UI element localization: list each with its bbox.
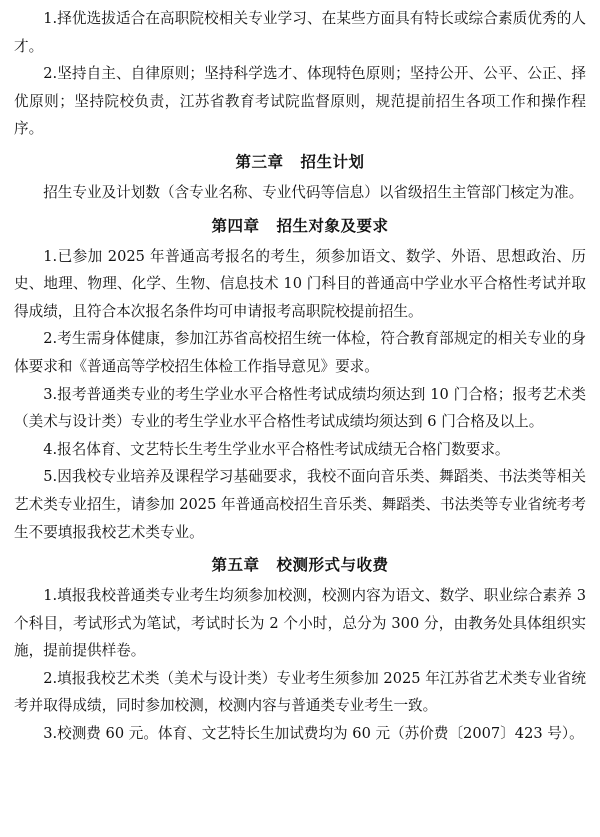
chapter-4-number: 第四章 [211,216,260,235]
chapter-5-number: 第五章 [211,556,260,575]
chapter-4-heading [14,212,586,240]
chapter-5-heading [14,551,586,579]
chapter-4-paragraph-3: 3.报考普通类专业的考生学业水平合格性考试成绩均须达到 10 门合格；报考艺术类（美术与设计类）专业的考生学业水平合格性考试成绩均须达到 6 门合格及以上。 [14,385,586,431]
chapter-3-paragraph-1: 招生专业及计划数（含专业名称、专业代码等信息）以省级招生主管部门核定为准。 [43,183,584,201]
chapter-5-title: 校测形式与收费 [276,556,389,575]
chapter-4-paragraph-2: 2.考生需身体健康，参加江苏省高校招生统一体检，符合教育部规定的相关专业的身体要求和《普通高等学校招生体检工作指导意见》要求。 [14,330,586,375]
chapter-5-paragraph-1: 1.填报我校普通类专业考生均须参加校测，校测内容为语文、数学、职业综合素养 3 个科目，考试形式为笔试，考试时长为 2 个小时，总分为 300 分，由教务处具体组织实施，提前提供样卷。 [14,587,586,660]
chapter-4-paragraph-1: 1.已参加 2025 年普通高考报名的考生，须参加语文、数学、外语、思想政治、历史、地理、物理、化学、生物、信息技术 10 门科目的普通高中学业水平合格性考试并取得成绩，且符合本次报名条件均可申请报考高职院校提前招生。 [14,247,586,320]
chapter-4-paragraph-5: 5.因我校专业培养及课程学习基础要求，我校不面向音乐类、舞蹈类、书法类等相关艺术类专业招生，请参加 2025 年普通高校招生音乐类、舞蹈类、书法类等专业省统考考生不要填报我校艺术类专业。 [14,468,586,541]
intro-paragraph-1: 1.择优选拔适合在高职院校相关专业学习、在某些方面具有特长或综合素质优秀的人才。 [14,10,586,55]
intro-paragraph-2: 2.坚持自主、自律原则；坚持科学选才、体现特色原则；坚持公开、公平、公正、择优原则；坚持院校负责，江苏省教育考试院监督原则，规范提前招生各项工作和操作程序。 [14,65,586,138]
chapter-5-paragraph-2: 2.填报我校艺术类（美术与设计类）专业考生须参加 2025 年江苏省艺术类专业省统考并取得成绩，同时参加校测，校测内容与普通类专业考生一致。 [14,669,586,715]
chapter-3-title: 招生计划 [300,152,365,171]
chapter-4-paragraph-4: 4.报名体育、文艺特长生考生学业水平合格性考试成绩无合格门数要求。 [43,440,510,458]
chapter-5-paragraph-3: 3.校测费 60 元。体育、文艺特长生加试费均为 60 元（苏价费〔2007〕423 号）。 [43,725,584,743]
chapter-4-title: 招生对象及要求 [276,216,389,235]
chapter-3-heading [14,148,586,176]
chapter-3-number: 第三章 [235,152,284,171]
